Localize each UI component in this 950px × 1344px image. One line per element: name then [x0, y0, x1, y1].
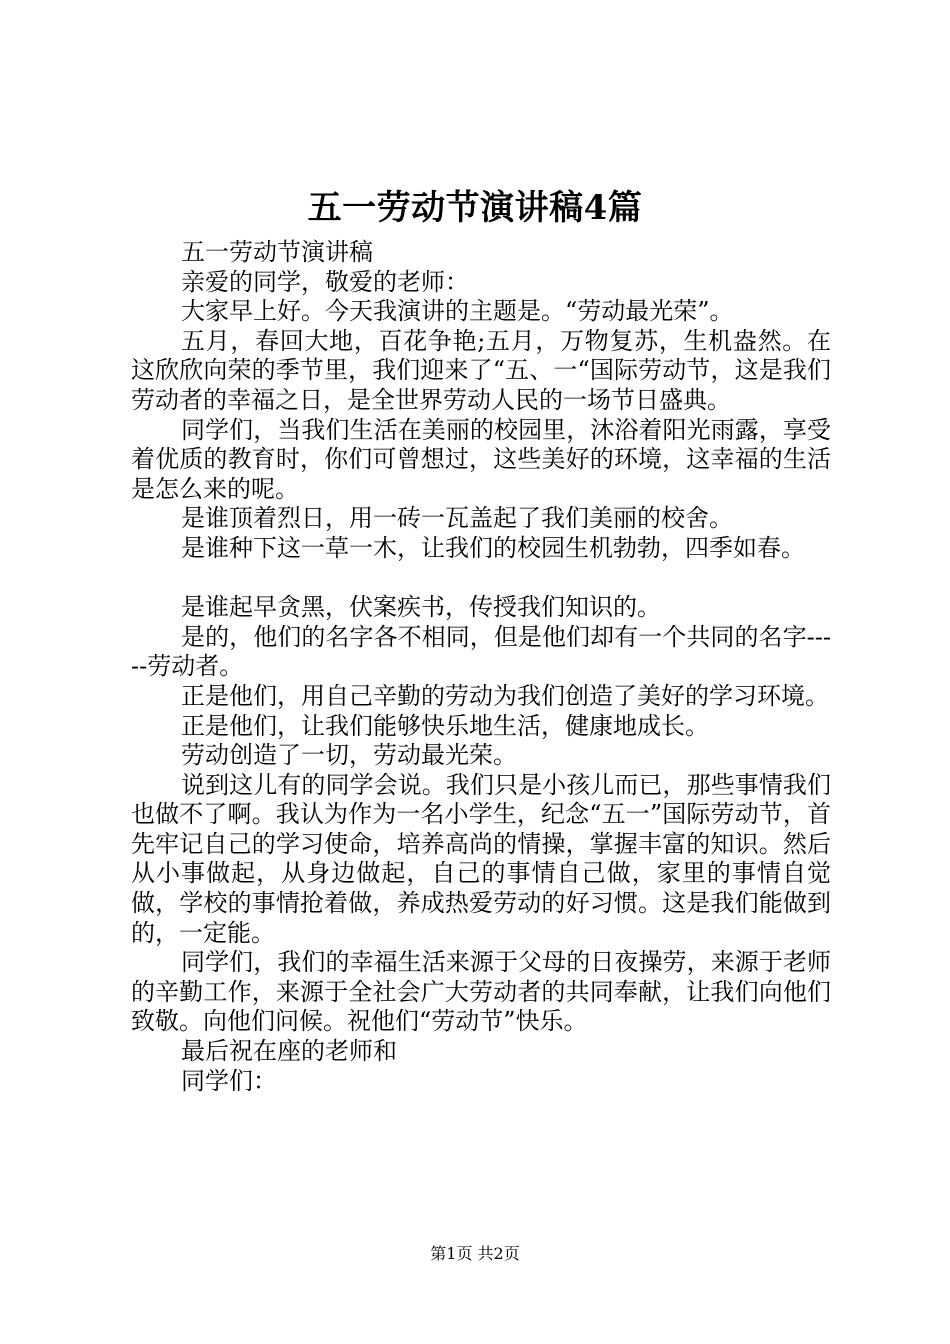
paragraph: 正是他们，让我们能够快乐地生活，健康地成长。 [181, 711, 709, 740]
paragraph: 正是他们，用自己辛勤的劳动为我们创造了美好的学习环境。 [181, 681, 829, 710]
paragraph: 是的，他们的名字各不相同，但是他们却有一个共同的名字-----劳动者。 [131, 622, 831, 681]
paragraph: 五月，春回大地，百花争艳;五月，万物复苏，生机盎然。在这欣欣向荣的季节里，我们迎来了“五、一“国际劳动节，这是我们劳动者的幸福之日，是全世界劳动人民的一场节日盛典。 [131, 326, 831, 414]
paragraph: 同学们： [181, 1066, 277, 1095]
paragraph: 是谁种下这一草一木，让我们的校园生机勃勃，四季如春。 [181, 533, 805, 562]
paragraph: 是谁起早贪黑，伏案疾书，传授我们知识的。 [181, 593, 661, 622]
paragraph: 同学们，当我们生活在美丽的校园里，沐浴着阳光雨露，享受着优质的教育时，你们可曾想过，这些美好的环境，这幸福的生活是怎么来的呢。 [131, 415, 831, 503]
paragraph: 是谁顶着烈日，用一砖一瓦盖起了我们美丽的校舍。 [181, 504, 733, 533]
paragraph: 劳动创造了一切，劳动最光荣。 [181, 741, 517, 770]
page-footer: 第1页 共2页 [430, 1244, 520, 1263]
paragraph: 同学们，我们的幸福生活来源于父母的日夜操劳，来源于老师的辛勤工作，来源于全社会广大劳动者的共同奉献，让我们向他们致敬。向他们问候。祝他们“劳动节”快乐。 [131, 948, 831, 1036]
paragraph: 说到这儿有的同学会说。我们只是小孩儿而已，那些事情我们也做不了啊。我认为作为一名小学生，纪念“五一”国际劳动节，首先牢记自己的学习使命，培养高尚的情操，掌握丰富的知识。然后从小事做起，从身边做起，自己的事情自己做，家里的事情自觉做，学校的事情抢着做，养成热爱劳动的好习惯。这是我们能做到的，一定能。 [131, 770, 831, 947]
document-title: 五一劳动节演讲稿4篇 [307, 188, 643, 228]
paragraph: 五一劳动节演讲稿 [181, 238, 373, 266]
document-body [131, 238, 831, 1096]
paragraph: 大家早上好。今天我演讲的主题是。“劳动最光荣”。 [181, 297, 734, 326]
paragraph: 亲爱的同学，敬爱的老师： [181, 267, 469, 296]
paragraph: 最后祝在座的老师和 [181, 1037, 397, 1066]
